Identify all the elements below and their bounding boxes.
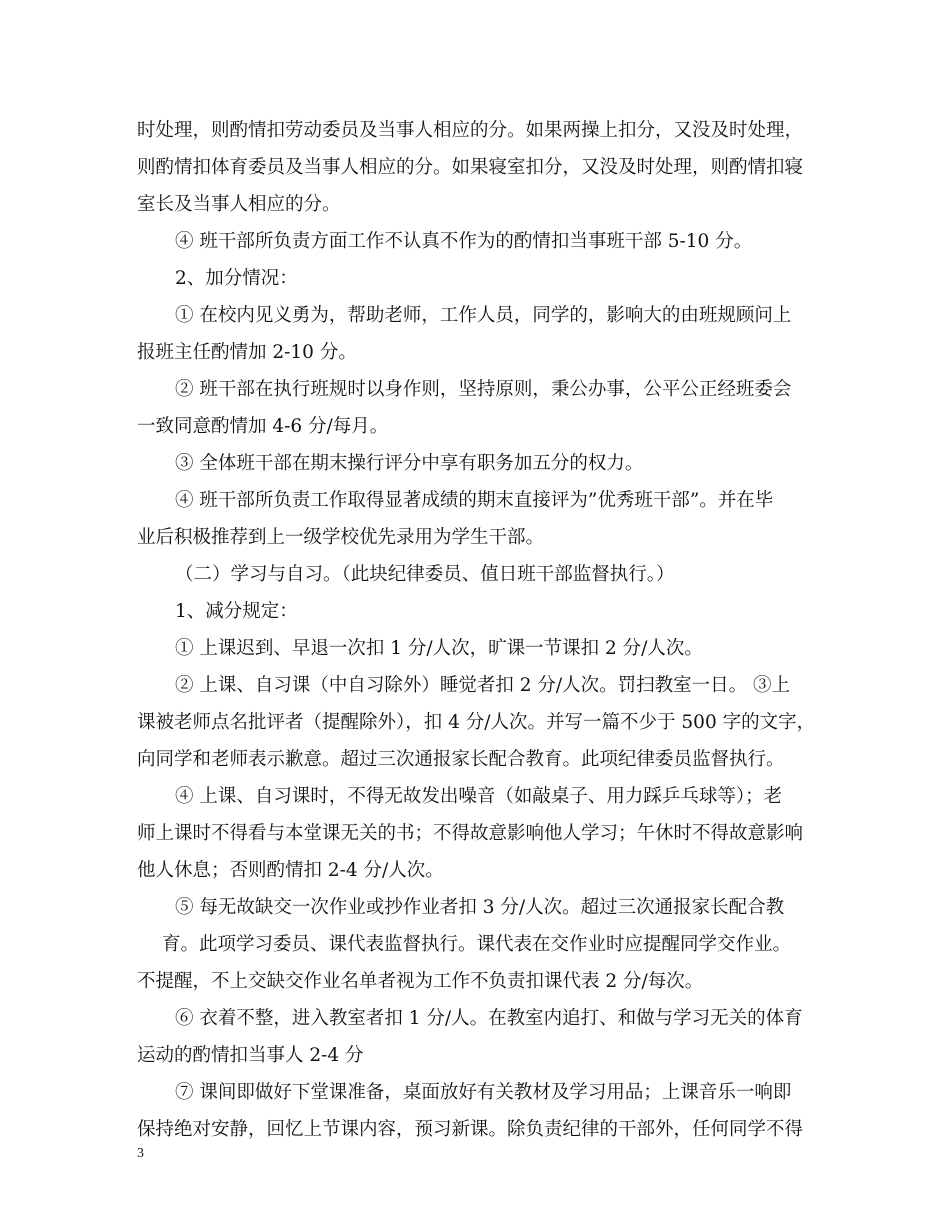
paragraph-line: 一致同意酌情加 4-6 分/每月。 (137, 416, 389, 437)
paragraph-line: 课被老师点名批评者（提醒除外），扣 4 分/人次。并写一篇不少于 500 字的文字， (137, 712, 816, 733)
paragraph-line: 室长及当事人相应的分。 (137, 194, 341, 215)
section-heading: 2、加分情况： (175, 268, 298, 289)
paragraph-line: ② 上课、自习课（中自习除外）睡觉者扣 2 分/人次。罚扫教室一日。 ③上 (175, 675, 791, 696)
paragraph-line: 运动的酌情扣当事人 2-4 分 (137, 1045, 364, 1066)
paragraph-line: ① 在校内见义勇为，帮助老师，工作人员，同学的，影响大的由班规顾问上 (175, 305, 792, 326)
paragraph-line: 育。此项学习委员、课代表监督执行。课代表在交作业时应提醒同学交作业。 (162, 934, 792, 955)
paragraph-line: ③ 全体班干部在期末操行评分中享有职务加五分的权力。 (175, 453, 644, 474)
section-heading: （二）学习与自习。（此块纪律委员、值日班干部监督执行。） (175, 564, 675, 585)
section-heading: 1、减分规定： (175, 601, 298, 622)
paragraph-line: 向同学和老师表示歉意。超过三次通报家长配合教育。此项纪律委员监督执行。 (137, 749, 785, 770)
paragraph-line: ⑤ 每无故缺交一次作业或抄作业者扣 3 分/人次。超过三次通报家长配合教 (175, 897, 785, 918)
paragraph-line: ⑦ 课间即做好下堂课准备，桌面放好有关教材及学习用品；上课音乐一响即 (175, 1082, 792, 1103)
paragraph-line: ④ 班干部所负责方面工作不认真不作为的酌情扣当事班干部 5-10 分。 (175, 231, 753, 252)
paragraph-line: 师上课时不得看与本堂课无关的书；不得故意影响他人学习；午休时不得故意影响 (137, 823, 804, 844)
paragraph-line: ④ 上课、自习课时，不得无故发出噪音（如敲桌子、用力踩乒乓球等）；老 (175, 786, 783, 807)
paragraph-line: 他人休息；否则酌情扣 2-4 分/人次。 (137, 860, 444, 881)
paragraph-line: 则酌情扣体育委员及当事人相应的分。如果寝室扣分，又没及时处理，则酌情扣寝 (137, 157, 804, 178)
paragraph-line: 时处理，则酌情扣劳动委员及当事人相应的分。如果两操上扣分，又没及时处理， (137, 120, 804, 141)
paragraph-line: ① 上课迟到、早退一次扣 1 分/人次，旷课一节课扣 2 分/人次。 (175, 638, 703, 659)
paragraph-line: ② 班干部在执行班规时以身作则，坚持原则，秉公办事，公平公正经班委会 (175, 379, 792, 400)
page-number: 3 (137, 1146, 144, 1161)
paragraph-line: ⑥ 衣着不整，进入教室者扣 1 分/人。在教室内追打、和做与学习无关的体育 (175, 1008, 803, 1029)
paragraph-line: 业后积极推荐到上一级学校优先录用为学生干部。 (137, 527, 545, 548)
paragraph-line: 报班主任酌情加 2-10 分。 (137, 342, 357, 363)
paragraph-line: ④ 班干部所负责工作取得显著成绩的期末直接评为”优秀班干部”。并在毕 (175, 490, 774, 511)
paragraph-line: 不提醒，不上交缺交作业名单者视为工作不负责扣课代表 2 分/每次。 (137, 971, 704, 992)
paragraph-line: 保持绝对安静，回忆上节课内容，预习新课。除负责纪律的干部外，任何同学不得 (137, 1119, 804, 1140)
